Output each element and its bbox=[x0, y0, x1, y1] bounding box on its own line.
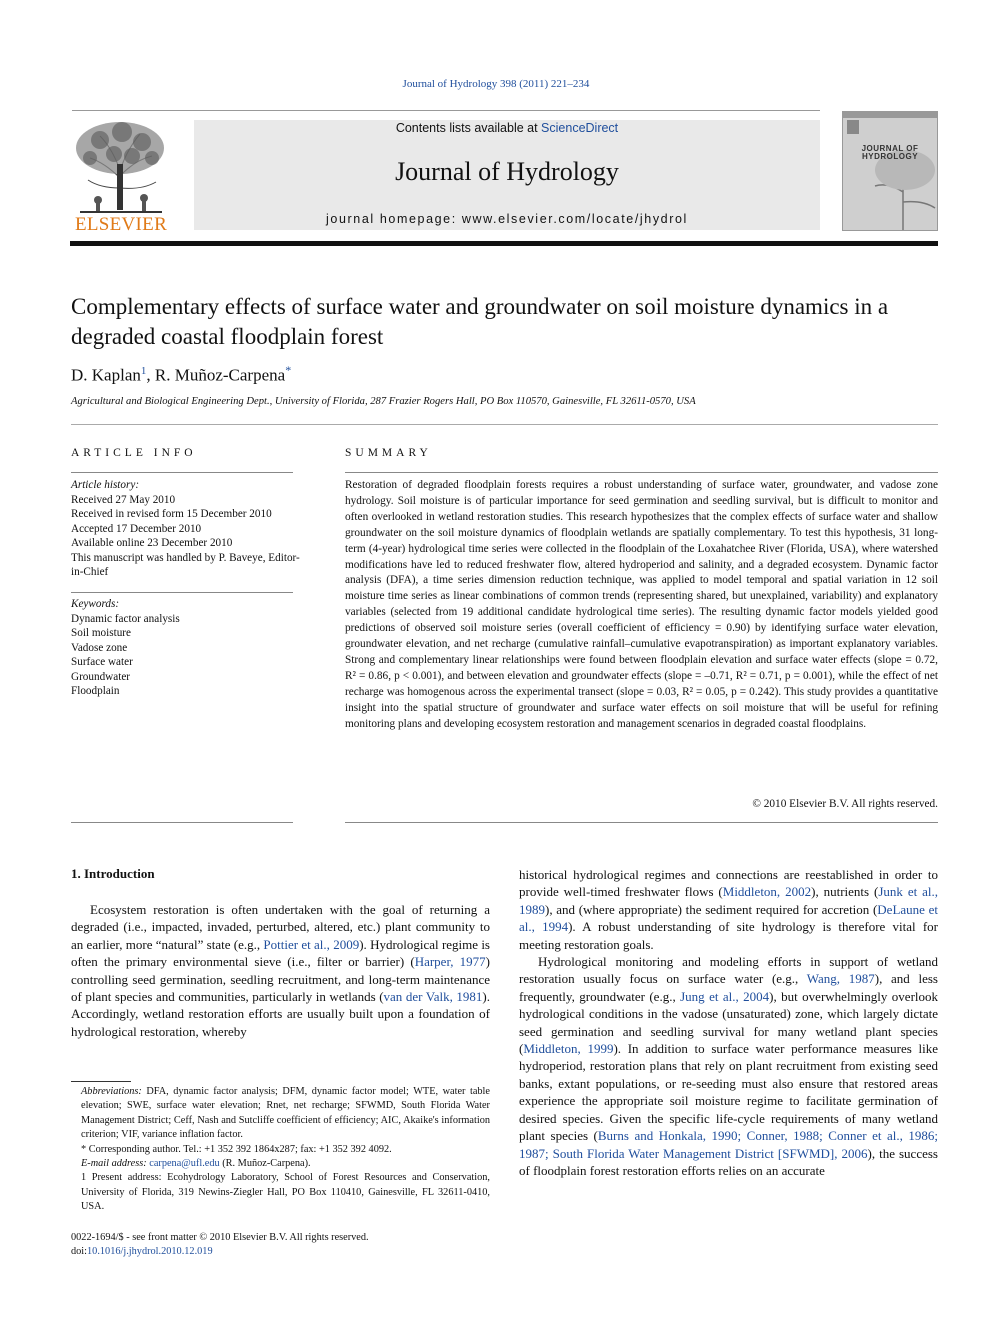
citation-link[interactable]: Harper, 1977 bbox=[414, 954, 486, 970]
keywords-divider bbox=[71, 592, 293, 593]
summary-copyright: © 2010 Elsevier B.V. All rights reserved. bbox=[752, 798, 938, 810]
history-item: This manuscript was handled by P. Baveye, Editor-in-Chief bbox=[71, 551, 300, 578]
history-item: Received in revised form 15 December 2010 bbox=[71, 508, 272, 520]
author-1-footnote-mark[interactable]: 1 bbox=[140, 365, 147, 377]
summary-heading: SUMMARY bbox=[345, 447, 432, 459]
keyword-item: Floodplain bbox=[71, 685, 120, 697]
citation-link[interactable]: Junk et al., 1989 bbox=[519, 884, 938, 917]
author-2: R. Muñoz-Carpena bbox=[154, 365, 286, 385]
affiliation-divider bbox=[71, 424, 938, 425]
intro-text: ). A robust understanding of site hydrology is therefore vital for meeting restoration goals. bbox=[519, 919, 938, 952]
intro-text: ), the success of floodplain forest restoration efforts relies on an accurate bbox=[519, 1145, 938, 1178]
article-history bbox=[71, 478, 301, 580]
doi-link[interactable]: 10.1016/j.jhydrol.2010.12.019 bbox=[87, 1246, 213, 1258]
citation-link[interactable]: DeLaune et al., 1994 bbox=[519, 901, 938, 935]
corresponding-author-footnote: * Corresponding author. Tel.: +1 352 392 1864x287; fax: +1 352 392 4092. bbox=[81, 1143, 392, 1155]
intro-text: historical hydrological regimes and connections are reestablished in order to provide well-timed freshwater flows ( bbox=[519, 867, 938, 900]
article-info-divider bbox=[71, 472, 293, 473]
cover-title bbox=[842, 145, 938, 161]
author-1: D. Kaplan bbox=[71, 365, 141, 385]
summary-divider bbox=[345, 472, 938, 473]
authors bbox=[71, 363, 291, 386]
affiliation: Agricultural and Biological Engineering Dept., University of Florida, 287 Frazier Rogers Hall, PO Box 110570, Gainesville, FL 32611-0570, USA bbox=[71, 396, 696, 407]
contents-line bbox=[194, 121, 820, 135]
intro-paragraph bbox=[519, 866, 938, 953]
keyword-item: Groundwater bbox=[71, 670, 131, 683]
sciencedirect-link[interactable]: ScienceDirect bbox=[541, 121, 619, 135]
abbreviations-footnote bbox=[71, 1085, 490, 1143]
email-link[interactable]: carpena@ufl.edu bbox=[149, 1158, 220, 1170]
journal-name: Journal of Hydrology bbox=[395, 157, 619, 186]
contents-prefix: Contents lists available at bbox=[395, 121, 542, 135]
email-label: E-mail address: bbox=[81, 1158, 147, 1170]
abbreviations-text: DFA, dynamic factor analysis; DFM, dynamic factor model; WTE, water table elevation; SWE, surface water elevation; Rnet, net recharge; SFWMD, South Florida Water Management District; Ceff, Nash and Sutcliffe coefficient of efficiency; AIC, Akaike's information criterion; VIF, variance inflation factor. bbox=[81, 1086, 490, 1141]
present-address-footnote: 1 Present address: Ecohydrology Laboratory, School of Forest Resources and Conservation, University of Florida, 319 Newins-Ziegler Hall, PO Box 110410, Gainesville, FL 32611-0410, USA. bbox=[81, 1172, 490, 1213]
journal-citation[interactable]: Journal of Hydrology 398 (2011) 221–234 bbox=[402, 78, 590, 90]
citation-link[interactable]: Middleton, 2002 bbox=[722, 884, 812, 900]
article-info-bottom-divider bbox=[71, 822, 293, 823]
intro-right-column bbox=[519, 866, 938, 1179]
summary-text: Restoration of degraded floodplain forests requires a robust understanding of surface water, groundwater, and vadose zone hydrology. Soil moisture is of particular importance for seed germination and seedling survival, but is difficult to monitor and often overlooked in wetland restoration studies. This research hypothesizes that the complex effects of surface water and shallow groundwater on the soil moisture dynamics of floodplain wetlands are spatially complementary. To test this hypothesis, 31 long-term (4-year) hydrological time series were collected in the floodplain of the Loxahatchee River (Florida, USA), where watershed modifications have led to reduced freshwater flow, altered hydroperiod and salinity, and a degraded ecosystem. Dynamic factor analysis (DFA), a time series dimension reduction technique, was applied to model temporal and spatial variation in 12 soil moisture time series as linear combinations of common trends (representing shared, but unexplained, variability) and explanatory variables (selected from 19 additional candidate hydrological time series). The resulting dynamic factor models yielded good predictions of observed soil moisture series (overall coefficient of efficiency = 0.90) by identifying surface water elevation, groundwater elevation, and net recharge (cumulative rainfall–cumulative evapotranspiration) as important explanatory variables. Strong and complementary linear relationships were found between floodplain elevation and surface water effects (slope = 0.72, R² = 0.86, p < 0.001), and between elevation and groundwater effects (slope = –0.71, R² = 0.71, p = 0.001), while the effect of net recharge was homogenous across the experimental transect (slope = 0.03, R² = 0.05, p = 0.242). This study provides a quantitative insight into the spatial structure of groundwater and surface water effects on soil moisture that will be useful for refining monitoring plans and developing ecosystem restoration and management scenarios in degraded coastal floodplains. bbox=[345, 479, 938, 730]
elsevier-wordmark: ELSEVIER bbox=[74, 214, 168, 235]
citation-link[interactable]: Pottier et al., 2009 bbox=[263, 936, 360, 952]
doi-line bbox=[71, 1245, 369, 1259]
history-label: Article history: bbox=[71, 479, 140, 491]
keyword-item: Surface water bbox=[71, 656, 133, 668]
intro-text: ). Accordingly, wetland restoration efforts are usually built upon a foundation of hydrological restoration, whereby bbox=[71, 989, 490, 1039]
email-footnote bbox=[71, 1157, 490, 1171]
citation-link[interactable]: van der Valk, 1981 bbox=[383, 989, 483, 1005]
summary-bottom-divider bbox=[345, 822, 938, 823]
keywords bbox=[71, 597, 301, 699]
intro-text: ), and (where appropriate) the sediment required for accretion ( bbox=[545, 901, 878, 917]
intro-text: ). In addition to surface water performance measures like hydroperiod, restoration plans that rely on plant recruitment from existing seed banks, extant populations, or re-seeding must also ensure that restored areas experience the appropriate soil moisture regime to facilitate germination of desired species. Given the specific life-cycle requirements of many wetland plant species ( bbox=[519, 1041, 938, 1144]
history-item: Available online 23 December 2010 bbox=[71, 537, 233, 549]
intro-text: ) controlling seed germination, seedling recruitment, and long-term maintenance of plant species and communities, particularly in wetlands ( bbox=[71, 954, 490, 1005]
history-item: Accepted 17 December 2010 bbox=[71, 522, 202, 535]
intro-text: ), but overwhelmingly overlook hydrological conditions in the vadose (unsaturated) zone, which largely dictate seed germination and seedling survival for many wetland plant species ( bbox=[519, 988, 939, 1057]
cover-title-line1: JOURNAL OF bbox=[861, 144, 919, 153]
intro-text: Hydrological monitoring and modeling efforts in support of wetland restoration usually focus on surface water (e.g., bbox=[519, 954, 938, 987]
intro-left-column bbox=[71, 901, 490, 1040]
citation-link[interactable]: Jung et al., 2004 bbox=[680, 988, 770, 1004]
introduction-heading: 1. Introduction bbox=[71, 866, 155, 881]
header-thick-rule bbox=[70, 241, 938, 246]
citation-link[interactable]: Wang, 1987 bbox=[806, 971, 875, 987]
cover-title-line2: HYDROLOGY bbox=[861, 152, 919, 161]
author-separator: , bbox=[146, 365, 155, 385]
author-2-footnote-mark[interactable]: * bbox=[285, 363, 292, 377]
doi-label: doi: bbox=[71, 1246, 88, 1258]
keywords-label: Keywords: bbox=[71, 598, 120, 610]
intro-text: Ecosystem restoration is often undertaken with the goal of returning a degraded (i.e., impacted, invaded, perturbed, altered, etc.) plant community to an earlier, more “natural” state (e.g., bbox=[71, 902, 490, 952]
email-name: (R. Muñoz-Carpena). bbox=[219, 1158, 311, 1170]
footnote-rule bbox=[71, 1081, 131, 1082]
intro-text: ). Hydrological regime is often the primary environmental sieve (i.e., filter or barrier) ( bbox=[71, 936, 490, 970]
footnotes bbox=[71, 1085, 490, 1215]
issn-doi bbox=[71, 1231, 369, 1260]
intro-text: ), and less frequently, groundwater (e.g., bbox=[519, 971, 938, 1004]
article-title: Complementary effects of surface water and groundwater on soil moisture dynamics in a degraded coastal floodplain forest bbox=[71, 294, 889, 349]
header-divider bbox=[72, 110, 820, 111]
keyword-item: Dynamic factor analysis bbox=[71, 612, 180, 625]
citation-link[interactable]: Middleton, 1999 bbox=[523, 1041, 614, 1057]
history-item: Received 27 May 2010 bbox=[71, 493, 176, 506]
keyword-item: Soil moisture bbox=[71, 627, 131, 639]
article-info-heading: ARTICLE INFO bbox=[71, 447, 197, 459]
journal-cover-image bbox=[842, 111, 938, 231]
citation-link[interactable]: Burns and Honkala, 1990; Conner, 1988; Conner et al., 1986; 1987; South Florida Water Management District [SFWMD], 2006 bbox=[519, 1128, 938, 1161]
journal-homepage[interactable]: journal homepage: www.elsevier.com/locate/jhydrol bbox=[326, 212, 688, 226]
intro-paragraph bbox=[519, 953, 938, 1179]
intro-text: ), nutrients ( bbox=[811, 884, 879, 900]
issn-line: 0022-1694/$ - see front matter © 2010 Elsevier B.V. All rights reserved. bbox=[71, 1232, 369, 1243]
abbreviations-label: Abbreviations: bbox=[81, 1086, 142, 1097]
keyword-item: Vadose zone bbox=[71, 641, 128, 654]
